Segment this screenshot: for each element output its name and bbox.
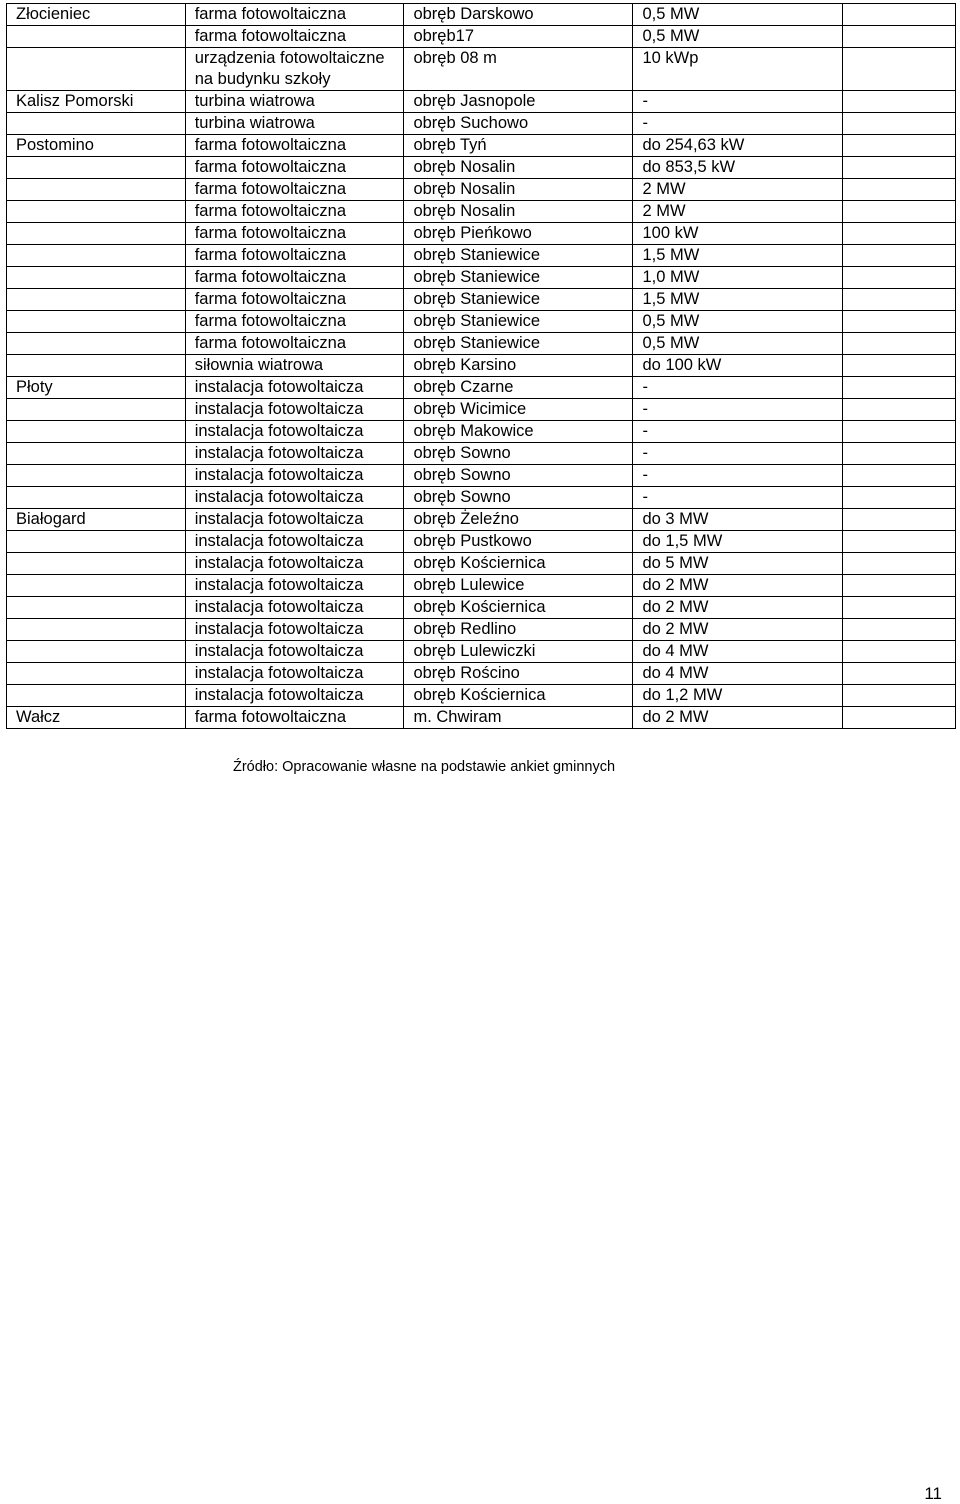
table-row	[7, 4, 956, 26]
cell-moc: 0,5 MW	[633, 4, 843, 26]
cell-moc: do 100 kW	[633, 355, 843, 377]
cell-moc: 1,5 MW	[633, 245, 843, 267]
table-row	[7, 267, 956, 289]
cell-moc: -	[633, 377, 843, 399]
cell-gmina	[7, 619, 186, 641]
cell-gmina: Płoty	[7, 377, 186, 399]
cell-empty	[843, 26, 956, 48]
cell-lokalizacja: obręb 08 m	[404, 48, 633, 91]
table-row	[7, 685, 956, 707]
cell-rodzaj: turbina wiatrowa	[185, 113, 404, 135]
installations-table-body	[7, 4, 956, 729]
cell-moc: do 2 MW	[633, 597, 843, 619]
cell-moc: do 4 MW	[633, 641, 843, 663]
cell-empty	[843, 531, 956, 553]
cell-moc: do 2 MW	[633, 707, 843, 729]
cell-gmina	[7, 311, 186, 333]
cell-lokalizacja: obręb Żeleźno	[404, 509, 633, 531]
cell-gmina	[7, 575, 186, 597]
cell-rodzaj: farma fotowoltaiczna	[185, 223, 404, 245]
cell-gmina	[7, 487, 186, 509]
cell-lokalizacja: obręb Tyń	[404, 135, 633, 157]
cell-empty	[843, 553, 956, 575]
cell-empty	[843, 707, 956, 729]
table-row	[7, 509, 956, 531]
cell-rodzaj: farma fotowoltaiczna	[185, 179, 404, 201]
cell-rodzaj: farma fotowoltaiczna	[185, 135, 404, 157]
cell-lokalizacja: obręb Lulewiczki	[404, 641, 633, 663]
cell-lokalizacja: obręb Sowno	[404, 443, 633, 465]
cell-rodzaj: siłownia wiatrowa	[185, 355, 404, 377]
cell-rodzaj: instalacja fotowoltaicza	[185, 509, 404, 531]
cell-rodzaj: instalacja fotowoltaicza	[185, 685, 404, 707]
cell-gmina	[7, 267, 186, 289]
cell-empty	[843, 377, 956, 399]
cell-moc: -	[633, 465, 843, 487]
cell-rodzaj: instalacja fotowoltaicza	[185, 399, 404, 421]
cell-empty	[843, 597, 956, 619]
cell-empty	[843, 487, 956, 509]
cell-empty	[843, 443, 956, 465]
cell-lokalizacja: obręb Suchowo	[404, 113, 633, 135]
cell-lokalizacja: obręb Rościno	[404, 663, 633, 685]
cell-lokalizacja: obręb Wicimice	[404, 399, 633, 421]
table-row	[7, 597, 956, 619]
cell-empty	[843, 113, 956, 135]
cell-gmina	[7, 333, 186, 355]
cell-lokalizacja: m. Chwiram	[404, 707, 633, 729]
table-row	[7, 619, 956, 641]
table-row	[7, 553, 956, 575]
cell-gmina: Kalisz Pomorski	[7, 91, 186, 113]
cell-empty	[843, 245, 956, 267]
cell-empty	[843, 201, 956, 223]
cell-moc: 100 kW	[633, 223, 843, 245]
cell-empty	[843, 135, 956, 157]
table-row	[7, 201, 956, 223]
cell-gmina	[7, 355, 186, 377]
table-row	[7, 26, 956, 48]
cell-empty	[843, 399, 956, 421]
cell-rodzaj: farma fotowoltaiczna	[185, 201, 404, 223]
cell-rodzaj: instalacja fotowoltaicza	[185, 443, 404, 465]
cell-empty	[843, 685, 956, 707]
table-row	[7, 91, 956, 113]
cell-lokalizacja: obręb Pieńkowo	[404, 223, 633, 245]
cell-rodzaj: instalacja fotowoltaicza	[185, 531, 404, 553]
cell-lokalizacja: obręb Pustkowo	[404, 531, 633, 553]
table-row	[7, 333, 956, 355]
cell-lokalizacja: obręb Kościernica	[404, 597, 633, 619]
cell-gmina	[7, 597, 186, 619]
cell-lokalizacja: obręb Nosalin	[404, 201, 633, 223]
cell-gmina	[7, 443, 186, 465]
cell-gmina: Wałcz	[7, 707, 186, 729]
cell-gmina	[7, 399, 186, 421]
cell-gmina	[7, 48, 186, 91]
cell-rodzaj: farma fotowoltaiczna	[185, 4, 404, 26]
cell-gmina	[7, 157, 186, 179]
cell-gmina	[7, 663, 186, 685]
table-row	[7, 113, 956, 135]
installations-table	[6, 3, 956, 729]
cell-lokalizacja: obręb Staniewice	[404, 289, 633, 311]
cell-gmina	[7, 26, 186, 48]
cell-lokalizacja: obręb Jasnopole	[404, 91, 633, 113]
cell-empty	[843, 355, 956, 377]
cell-empty	[843, 179, 956, 201]
cell-moc: -	[633, 421, 843, 443]
table-row	[7, 355, 956, 377]
cell-rodzaj: instalacja fotowoltaicza	[185, 487, 404, 509]
cell-lokalizacja: obręb Nosalin	[404, 179, 633, 201]
table-row	[7, 135, 956, 157]
cell-moc: 0,5 MW	[633, 333, 843, 355]
cell-gmina	[7, 641, 186, 663]
table-row	[7, 157, 956, 179]
cell-rodzaj: instalacja fotowoltaicza	[185, 421, 404, 443]
cell-lokalizacja: obręb Nosalin	[404, 157, 633, 179]
table-row	[7, 399, 956, 421]
cell-rodzaj: instalacja fotowoltaicza	[185, 575, 404, 597]
cell-rodzaj: instalacja fotowoltaicza	[185, 641, 404, 663]
cell-gmina	[7, 179, 186, 201]
cell-moc: do 853,5 kW	[633, 157, 843, 179]
cell-empty	[843, 289, 956, 311]
cell-gmina	[7, 245, 186, 267]
cell-empty	[843, 267, 956, 289]
cell-rodzaj: instalacja fotowoltaicza	[185, 619, 404, 641]
cell-rodzaj: farma fotowoltaiczna	[185, 267, 404, 289]
cell-moc: -	[633, 443, 843, 465]
cell-moc: do 1,5 MW	[633, 531, 843, 553]
table-row	[7, 311, 956, 333]
cell-moc: do 1,2 MW	[633, 685, 843, 707]
cell-empty	[843, 48, 956, 91]
cell-moc: do 4 MW	[633, 663, 843, 685]
page-number: 11	[924, 1484, 942, 1503]
cell-gmina: Postomino	[7, 135, 186, 157]
cell-gmina	[7, 201, 186, 223]
table-row	[7, 465, 956, 487]
cell-rodzaj: turbina wiatrowa	[185, 91, 404, 113]
table-row	[7, 223, 956, 245]
cell-moc: 2 MW	[633, 179, 843, 201]
cell-rodzaj: farma fotowoltaiczna	[185, 26, 404, 48]
cell-lokalizacja: obręb Sowno	[404, 465, 633, 487]
cell-rodzaj: instalacja fotowoltaicza	[185, 465, 404, 487]
table-row	[7, 531, 956, 553]
cell-empty	[843, 157, 956, 179]
cell-empty	[843, 619, 956, 641]
table-row	[7, 663, 956, 685]
table-row	[7, 641, 956, 663]
cell-rodzaj: instalacja fotowoltaicza	[185, 597, 404, 619]
cell-moc: do 2 MW	[633, 575, 843, 597]
cell-moc: -	[633, 487, 843, 509]
cell-gmina: Białogard	[7, 509, 186, 531]
table-row	[7, 179, 956, 201]
table-row	[7, 289, 956, 311]
cell-empty	[843, 509, 956, 531]
cell-lokalizacja: obręb Staniewice	[404, 267, 633, 289]
cell-lokalizacja: obręb Karsino	[404, 355, 633, 377]
cell-lokalizacja: obręb Redlino	[404, 619, 633, 641]
cell-lokalizacja: obręb Kościernica	[404, 553, 633, 575]
cell-rodzaj: instalacja fotowoltaicza	[185, 553, 404, 575]
cell-lokalizacja: obręb Staniewice	[404, 245, 633, 267]
cell-moc: -	[633, 399, 843, 421]
cell-rodzaj: farma fotowoltaiczna	[185, 157, 404, 179]
cell-gmina	[7, 113, 186, 135]
table-row	[7, 48, 956, 91]
cell-gmina	[7, 685, 186, 707]
cell-empty	[843, 641, 956, 663]
cell-gmina: Złocieniec	[7, 4, 186, 26]
table-row	[7, 575, 956, 597]
cell-gmina	[7, 465, 186, 487]
cell-rodzaj: farma fotowoltaiczna	[185, 289, 404, 311]
cell-lokalizacja: obręb Makowice	[404, 421, 633, 443]
cell-rodzaj: farma fotowoltaiczna	[185, 707, 404, 729]
cell-rodzaj: farma fotowoltaiczna	[185, 311, 404, 333]
cell-empty	[843, 575, 956, 597]
cell-rodzaj: farma fotowoltaiczna	[185, 245, 404, 267]
table-row	[7, 443, 956, 465]
cell-moc: 10 kWp	[633, 48, 843, 91]
cell-empty	[843, 421, 956, 443]
cell-moc: 1,0 MW	[633, 267, 843, 289]
cell-lokalizacja: obręb Sowno	[404, 487, 633, 509]
cell-lokalizacja: obręb Darskowo	[404, 4, 633, 26]
cell-moc: -	[633, 91, 843, 113]
table-row	[7, 245, 956, 267]
cell-moc: do 5 MW	[633, 553, 843, 575]
cell-gmina	[7, 289, 186, 311]
cell-gmina	[7, 223, 186, 245]
cell-empty	[843, 311, 956, 333]
cell-moc: 0,5 MW	[633, 26, 843, 48]
cell-rodzaj: instalacja fotowoltaicza	[185, 377, 404, 399]
cell-gmina	[7, 421, 186, 443]
cell-lokalizacja: obręb Staniewice	[404, 311, 633, 333]
cell-empty	[843, 465, 956, 487]
cell-gmina	[7, 531, 186, 553]
cell-empty	[843, 663, 956, 685]
cell-empty	[843, 91, 956, 113]
cell-moc: do 2 MW	[633, 619, 843, 641]
source-note: Źródło: Opracowanie własne na podstawie ankiet gminnych	[232, 759, 616, 775]
cell-rodzaj: instalacja fotowoltaicza	[185, 663, 404, 685]
table-row	[7, 707, 956, 729]
cell-rodzaj: farma fotowoltaiczna	[185, 333, 404, 355]
cell-empty	[843, 4, 956, 26]
table-row	[7, 487, 956, 509]
cell-lokalizacja: obręb Czarne	[404, 377, 633, 399]
cell-empty	[843, 223, 956, 245]
cell-gmina	[7, 553, 186, 575]
cell-moc: do 3 MW	[633, 509, 843, 531]
cell-lokalizacja: obręb Lulewice	[404, 575, 633, 597]
table-row	[7, 377, 956, 399]
cell-moc: 0,5 MW	[633, 311, 843, 333]
cell-lokalizacja: obręb17	[404, 26, 633, 48]
table-row	[7, 421, 956, 443]
cell-rodzaj: urządzenia fotowoltaiczne na budynku szkoły	[185, 48, 404, 91]
cell-moc: -	[633, 113, 843, 135]
cell-empty	[843, 333, 956, 355]
cell-lokalizacja: obręb Staniewice	[404, 333, 633, 355]
cell-moc: 1,5 MW	[633, 289, 843, 311]
cell-lokalizacja: obręb Kościernica	[404, 685, 633, 707]
cell-moc: 2 MW	[633, 201, 843, 223]
cell-moc: do 254,63 kW	[633, 135, 843, 157]
